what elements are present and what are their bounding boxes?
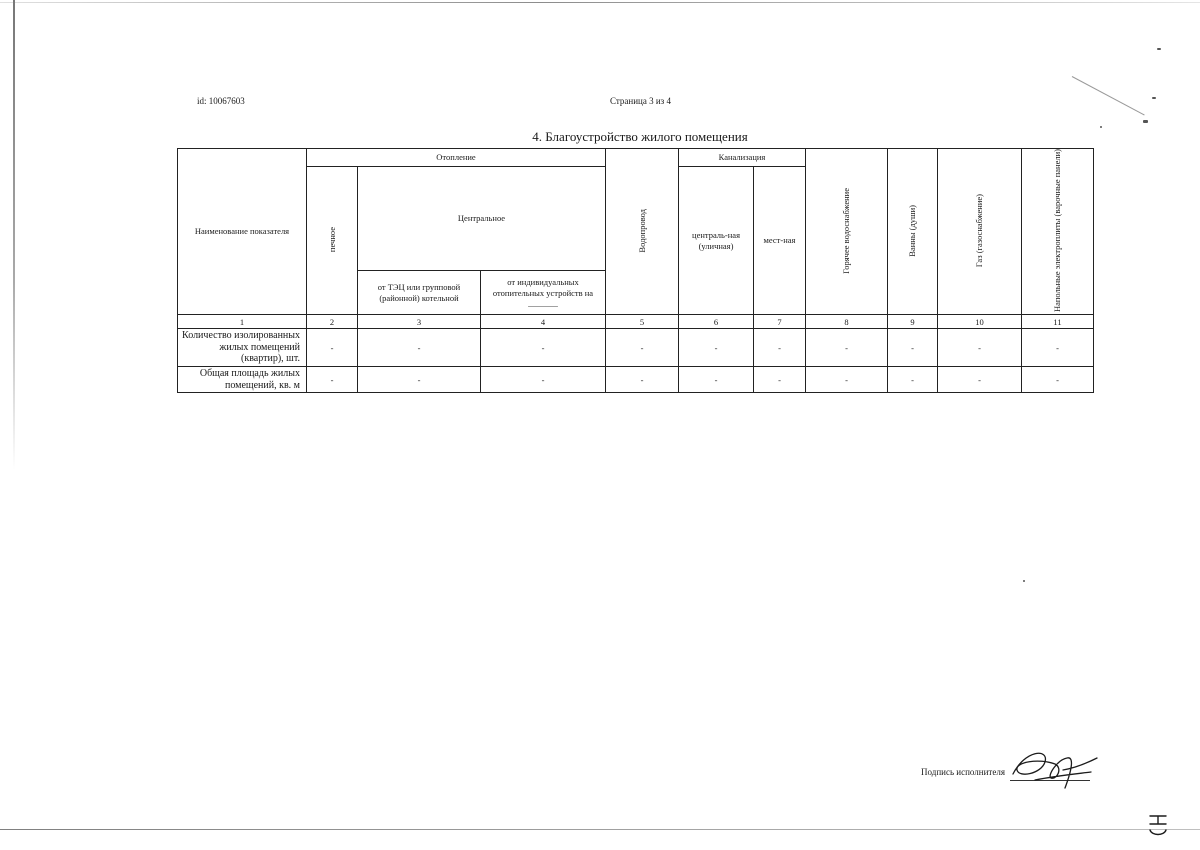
scan-speck: [1157, 48, 1161, 50]
column-number: 8: [806, 315, 888, 329]
table-cell: -: [679, 329, 754, 367]
table-cell: -: [606, 367, 679, 393]
scan-edge-left: [13, 0, 15, 470]
row-label: Количество изолированных жилых помещений (квартир), шт.: [178, 329, 307, 367]
column-number: 6: [679, 315, 754, 329]
column-number: 2: [307, 315, 358, 329]
scan-streak: [1072, 76, 1145, 115]
table-cell: -: [754, 367, 806, 393]
scan-speck: [1023, 580, 1025, 582]
signature-label: Подпись исполнителя: [921, 767, 1005, 777]
table-cell: -: [888, 329, 938, 367]
col-header-sewer-local: мест-ная: [754, 167, 806, 315]
column-number: 9: [888, 315, 938, 329]
section-title: 4. Благоустройство жилого помещения: [532, 129, 748, 144]
col-header-sewerage: Канализация: [679, 149, 806, 167]
column-numbers-row: [178, 315, 1094, 329]
col-header-heating: Отопление: [307, 149, 606, 167]
table-cell: -: [754, 329, 806, 367]
document-id: id: 10067603: [197, 96, 245, 106]
scan-speck: [1143, 120, 1148, 123]
table-cell: -: [481, 329, 606, 367]
col-header-stoves-cell: [1022, 149, 1094, 315]
col-header-from-chp: от ТЭЦ или групповой (районной) котельной: [358, 271, 481, 315]
table-cell: -: [888, 367, 938, 393]
col-header-stove-cell: [307, 167, 358, 315]
col-header-water-cell: [606, 149, 679, 315]
handwritten-page-mark: [1146, 810, 1170, 840]
table-row: [178, 329, 1094, 367]
page-number: Страница 3 из 4: [610, 96, 671, 106]
amenities-table: [177, 148, 1094, 393]
table-cell: -: [1022, 329, 1094, 367]
table-cell: -: [307, 329, 358, 367]
row-label: Общая площадь жилых помещений, кв. м: [178, 367, 307, 393]
table-cell: -: [806, 367, 888, 393]
col-header-sewer-central: централь-ная (уличная): [679, 167, 754, 315]
col-header-hot-water-cell: [806, 149, 888, 315]
col-header-water: Водопровод: [636, 208, 647, 253]
column-number: 3: [358, 315, 481, 329]
table-cell: -: [806, 329, 888, 367]
column-number: 11: [1022, 315, 1094, 329]
col-header-hot-water: Горячее водоснабжение: [841, 187, 852, 274]
handwritten-signature: [1005, 744, 1105, 792]
table-cell: -: [679, 367, 754, 393]
table-cell: -: [606, 329, 679, 367]
column-number: 10: [938, 315, 1022, 329]
col-header-baths-cell: [888, 149, 938, 315]
col-header-stoves: Напольные электроплиты (варочные панели): [1052, 149, 1063, 312]
table-cell: -: [1022, 367, 1094, 393]
column-number: 1: [178, 315, 307, 329]
col-header-from-individual: от индивидуальных отопительных устройств на _______: [481, 271, 606, 315]
col-header-indicator: Наименование показателя: [178, 149, 307, 315]
scan-edge-top: [0, 2, 1200, 3]
table-cell: -: [358, 329, 481, 367]
col-header-gas: Газ (газоснабжение): [974, 193, 985, 268]
scan-edge-bottom: [0, 829, 1200, 830]
col-header-gas-cell: [938, 149, 1022, 315]
column-number: 7: [754, 315, 806, 329]
col-header-central: Центральное: [358, 167, 606, 271]
column-number: 5: [606, 315, 679, 329]
col-header-stove: печное: [326, 226, 337, 253]
table-cell: -: [307, 367, 358, 393]
table-cell: -: [938, 367, 1022, 393]
col-header-baths: Ванны (души): [907, 204, 918, 257]
table-cell: -: [938, 329, 1022, 367]
table-row: [178, 367, 1094, 393]
column-number: 4: [481, 315, 606, 329]
scan-speck: [1100, 126, 1102, 128]
table-cell: -: [358, 367, 481, 393]
table-cell: -: [481, 367, 606, 393]
scan-speck: [1152, 97, 1156, 99]
